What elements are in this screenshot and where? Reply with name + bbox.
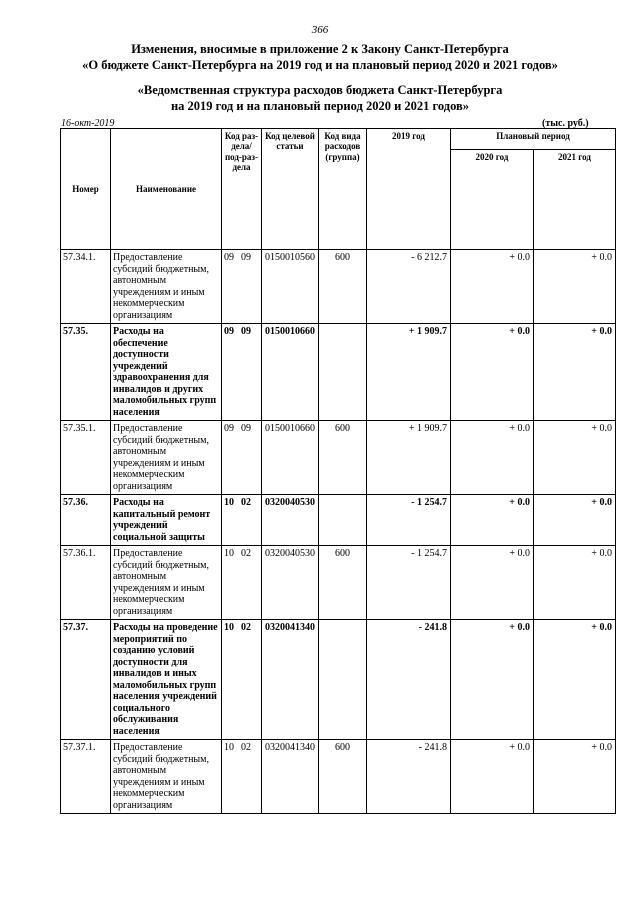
- row-expense-code: 600: [319, 740, 367, 814]
- row-subsection: 09: [241, 252, 251, 263]
- row-expense-code: [319, 495, 367, 546]
- document-title-line1: Изменения, вносимые в приложение 2 к Закону Санкт-Петербурга: [131, 42, 509, 56]
- row-value-2019: + 1 909.7: [367, 421, 451, 495]
- row-section: 10: [224, 497, 234, 508]
- row-name: Предоставление субсидий бюджетным, автономным учреждениям и иным некоммерческим организациям: [111, 250, 222, 324]
- row-target-code: 0150010560: [262, 250, 319, 324]
- document-subtitle-line2: на 2019 год и на плановый период 2020 и 2021 годов»: [170, 99, 470, 113]
- row-number: 57.34.1.: [61, 250, 111, 324]
- table-row: [61, 740, 616, 814]
- row-subsection: 02: [241, 622, 251, 633]
- row-expense-code: [319, 324, 367, 421]
- row-section: 09: [224, 326, 234, 337]
- header-planned-period: Плановый период: [451, 129, 616, 150]
- row-section-code: [222, 495, 262, 546]
- row-value-2019: - 241.8: [367, 620, 451, 740]
- document-date: 16-окт-2019: [61, 118, 115, 129]
- row-number: 57.36.1.: [61, 546, 111, 620]
- row-value-2020: + 0.0: [451, 250, 534, 324]
- row-section: 09: [224, 252, 234, 263]
- units-label: (тыс. руб.): [542, 118, 589, 129]
- row-subsection: 02: [241, 548, 251, 559]
- row-number: 57.35.1.: [61, 421, 111, 495]
- row-value-2021: + 0.0: [534, 740, 616, 814]
- row-value-2021: + 0.0: [534, 250, 616, 324]
- header-2019: 2019 год: [367, 129, 451, 250]
- header-2020: 2020 год: [451, 150, 534, 250]
- row-expense-code: [319, 620, 367, 740]
- table-row: [61, 495, 616, 546]
- row-value-2019: - 241.8: [367, 740, 451, 814]
- table-row: [61, 620, 616, 740]
- row-expense-code: 600: [319, 250, 367, 324]
- row-name: Расходы на обеспечение доступности учреждений здравоохранения для инвалидов и других маломобильных групп населения: [111, 324, 222, 421]
- row-section-code: [222, 324, 262, 421]
- row-section-code: [222, 250, 262, 324]
- row-target-code: 0320041340: [262, 620, 319, 740]
- table-row: [61, 250, 616, 324]
- row-section-code: [222, 740, 262, 814]
- header-name: Наименование: [111, 129, 222, 250]
- row-subsection: 02: [241, 742, 251, 753]
- row-name: Предоставление субсидий бюджетным, автономным учреждениям и иным некоммерческим организациям: [111, 740, 222, 814]
- row-section: 10: [224, 548, 234, 559]
- table-row: [61, 324, 616, 421]
- row-section: 10: [224, 742, 234, 753]
- row-subsection: 02: [241, 497, 251, 508]
- row-target-code: 0150010660: [262, 421, 319, 495]
- budget-table: [60, 128, 616, 814]
- row-value-2020: + 0.0: [451, 546, 534, 620]
- row-value-2021: + 0.0: [534, 546, 616, 620]
- row-value-2019: - 1 254.7: [367, 495, 451, 546]
- row-number: 57.37.: [61, 620, 111, 740]
- row-target-code: 0320040530: [262, 495, 319, 546]
- row-value-2020: + 0.0: [451, 740, 534, 814]
- row-expense-code: 600: [319, 546, 367, 620]
- row-name: Расходы на проведение мероприятий по созданию условий доступности для инвалидов и иных маломобильных групп населения учреждений социального обслуживания населения: [111, 620, 222, 740]
- row-target-code: 0320041340: [262, 740, 319, 814]
- header-section-code: Код раз-дела/ под-раз-дела: [222, 129, 262, 250]
- row-value-2021: + 0.0: [534, 620, 616, 740]
- row-value-2020: + 0.0: [451, 324, 534, 421]
- row-number: 57.36.: [61, 495, 111, 546]
- row-section-code: [222, 620, 262, 740]
- row-value-2019: + 1 909.7: [367, 324, 451, 421]
- row-section-code: [222, 546, 262, 620]
- row-value-2020: + 0.0: [451, 620, 534, 740]
- row-name: Предоставление субсидий бюджетным, автономным учреждениям и иным некоммерческим организациям: [111, 421, 222, 495]
- row-name: Предоставление субсидий бюджетным, автономным учреждениям и иным некоммерческим организациям: [111, 546, 222, 620]
- row-value-2021: + 0.0: [534, 324, 616, 421]
- header-number: Номер: [61, 129, 111, 250]
- row-value-2020: + 0.0: [451, 421, 534, 495]
- document-subtitle-line1: «Ведомственная структура расходов бюджета Санкт-Петербурга: [137, 83, 503, 97]
- row-subsection: 09: [241, 326, 251, 337]
- row-section: 10: [224, 622, 234, 633]
- page-number: 366: [311, 24, 329, 36]
- row-expense-code: 600: [319, 421, 367, 495]
- row-value-2019: - 6 212.7: [367, 250, 451, 324]
- row-subsection: 09: [241, 423, 251, 434]
- row-value-2019: - 1 254.7: [367, 546, 451, 620]
- header-target-code: Код целевой статьи: [262, 129, 319, 250]
- header-expense-code: Код вида расходов (группа): [319, 129, 367, 250]
- row-value-2020: + 0.0: [451, 495, 534, 546]
- row-number: 57.35.: [61, 324, 111, 421]
- row-value-2021: + 0.0: [534, 421, 616, 495]
- table-row: [61, 546, 616, 620]
- header-2021: 2021 год: [534, 150, 616, 250]
- document-title-line2: «О бюджете Санкт-Петербурга на 2019 год и на плановый период 2020 и 2021 годов»: [82, 58, 558, 72]
- row-value-2021: + 0.0: [534, 495, 616, 546]
- row-section: 09: [224, 423, 234, 434]
- row-target-code: 0320040530: [262, 546, 319, 620]
- row-number: 57.37.1.: [61, 740, 111, 814]
- row-target-code: 0150010660: [262, 324, 319, 421]
- row-section-code: [222, 421, 262, 495]
- table-row: [61, 421, 616, 495]
- row-name: Расходы на капитальный ремонт учреждений социальной защиты: [111, 495, 222, 546]
